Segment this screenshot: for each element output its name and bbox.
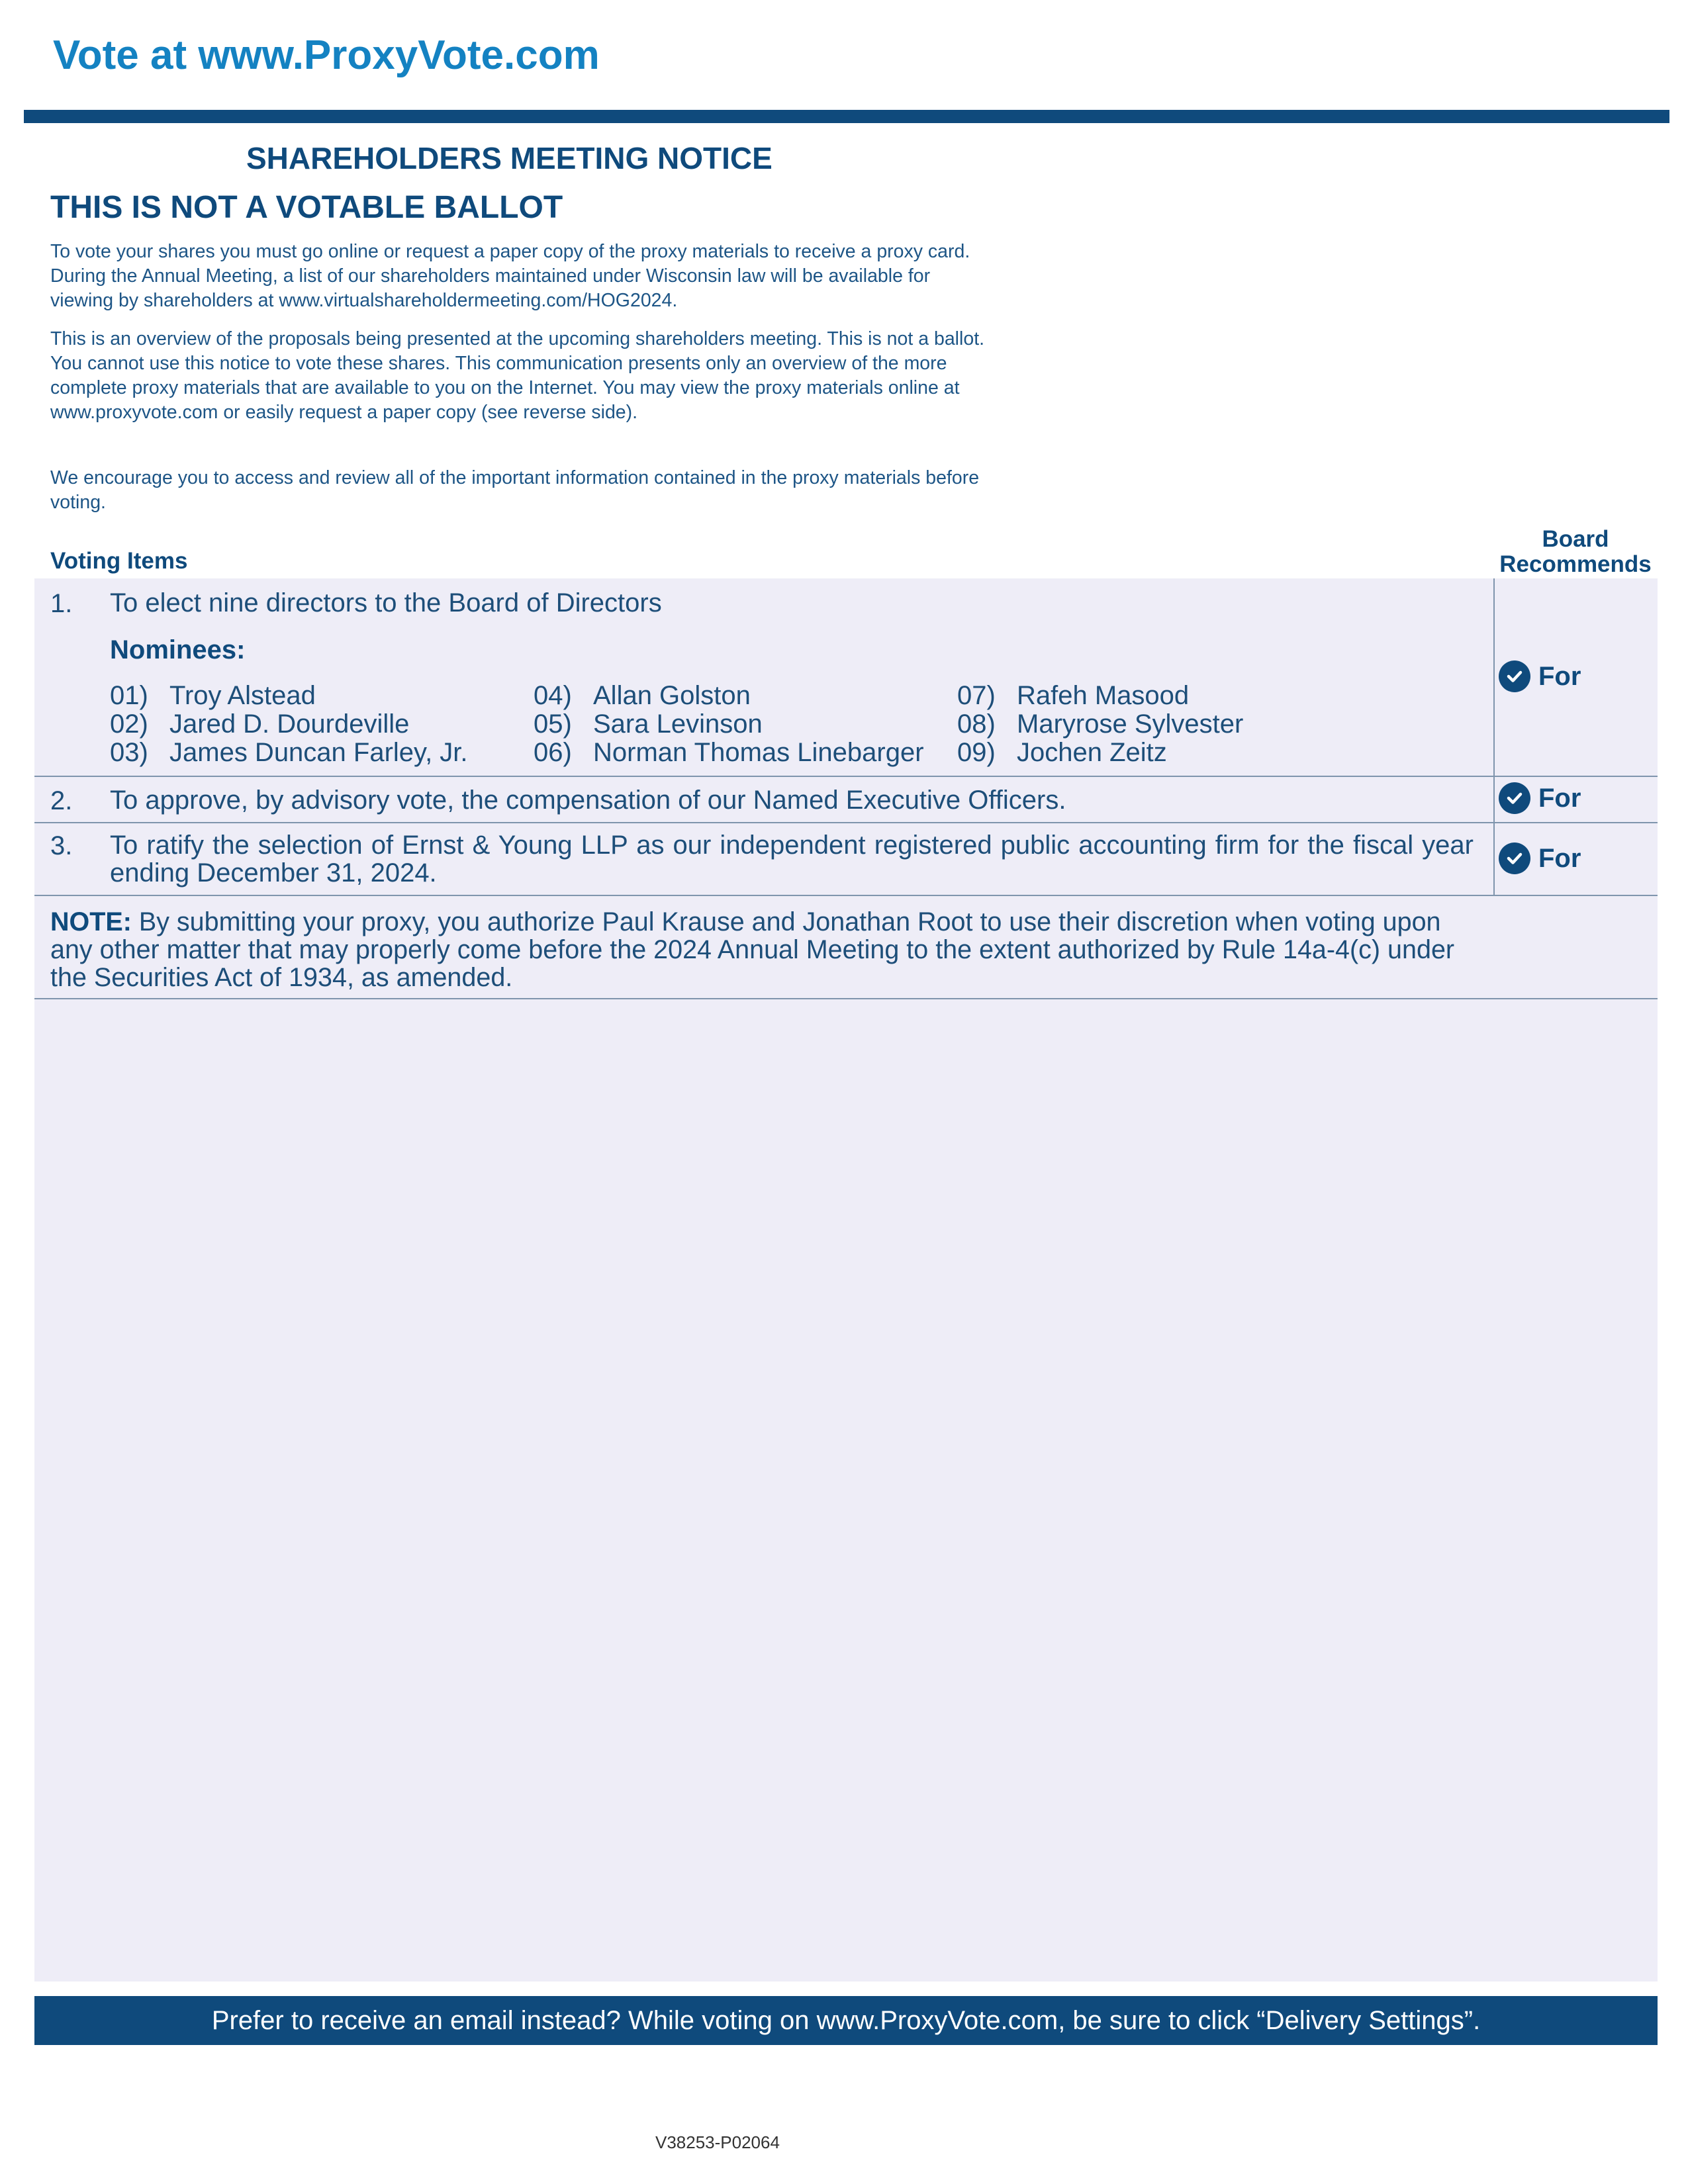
item-text: To elect nine directors to the Board of Directors (110, 588, 662, 617)
recommendation-label: For (1538, 783, 1581, 813)
nominee-name: Jochen Zeitz (1017, 738, 1167, 767)
recommendation-label: For (1538, 661, 1581, 691)
recommendation-for (1499, 782, 1581, 814)
overview-paragraph: This is an overview of the proposals being presented at the upcoming shareholders meeting. This is not a ballot. You cannot use this notice to vote these shares. This communication presents only an overview of the more complete proxy materials that are available to you on the Internet. You may view the proxy materials online at www.proxyvote.com or easily request a paper copy (see reverse side). (50, 328, 985, 423)
check-circle-icon (1499, 660, 1530, 692)
nominee-name: James Duncan Farley, Jr. (169, 738, 468, 767)
item-text: To ratify the selection of Ernst & Young LLP as our independent registered public accounting firm for the fiscal year ending December 31, 2024. (110, 831, 1474, 887)
nominee-name: Maryrose Sylvester (1017, 709, 1244, 739)
item-number: 2. (50, 786, 73, 815)
voting-items-label: Voting Items (50, 548, 188, 574)
nominee-name: Allan Golston (593, 681, 751, 710)
nominee-name: Sara Levinson (593, 709, 763, 739)
proxy-note (50, 908, 1480, 991)
nominee-column (534, 682, 944, 767)
recommendation-for (1499, 842, 1581, 874)
nominee-entry (534, 682, 944, 710)
note-text: By submitting your proxy, you authorize Paul Krause and Jonathan Root to use their discretion when voting upon any other matter that may properly come before the 2024 Annual Meeting to the extent authorized by Rule 14a-4(c) under the Securities Act of 1934, as amended. (50, 907, 1455, 992)
nominee-number: 03) (110, 738, 148, 767)
nominee-entry (957, 682, 1368, 710)
item-text: To approve, by advisory vote, the compensation of our Named Executive Officers. (110, 786, 1066, 815)
nominee-entry (957, 710, 1368, 739)
row-divider (34, 998, 1658, 999)
nominee-entry (110, 739, 507, 767)
nominee-number: 05) (534, 709, 572, 739)
row-divider (34, 822, 1658, 823)
row-divider (34, 895, 1658, 896)
proxyvote-header-title: Vote at www.ProxyVote.com (53, 32, 600, 78)
recommendation-label: For (1538, 843, 1581, 873)
notice-title: SHAREHOLDERS MEETING NOTICE (246, 141, 773, 175)
nominee-entry (110, 682, 507, 710)
item-number: 3. (50, 831, 73, 860)
nominee-number: 02) (110, 709, 148, 739)
nominee-column (110, 682, 507, 767)
nominee-name: Troy Alstead (169, 681, 316, 710)
board-recommends-label (1489, 527, 1662, 577)
nominee-entry (110, 710, 507, 739)
note-label: NOTE: (50, 907, 132, 936)
recommendation-for (1499, 660, 1581, 692)
nominee-number: 09) (957, 738, 996, 767)
delivery-settings-banner: Prefer to receive an email instead? While voting on www.ProxyVote.com, be sure to click “Delivery Settings”. (34, 1996, 1658, 2045)
check-circle-icon (1499, 842, 1530, 874)
header-divider (24, 110, 1669, 123)
nominee-entry (957, 739, 1368, 767)
board-label-line1: Board (1542, 526, 1609, 552)
nominee-number: 01) (110, 681, 148, 710)
check-circle-icon (1499, 782, 1530, 814)
nominee-number: 07) (957, 681, 996, 710)
nominee-number: 08) (957, 709, 996, 739)
intro-paragraph: To vote your shares you must go online or request a paper copy of the proxy materials to receive a proxy card. During the Annual Meeting, a list of our shareholders maintained under Wisconsin law will be available for viewing by shareholders at www.virtualshareholdermeeting.com/HOG2024. (50, 241, 970, 311)
nominee-number: 04) (534, 681, 572, 710)
nominee-entry (534, 710, 944, 739)
nominee-entry (534, 739, 944, 767)
nominee-column (957, 682, 1368, 767)
nominee-number: 06) (534, 738, 572, 767)
board-label-line2: Recommends (1499, 551, 1652, 577)
not-votable-ballot-heading: THIS IS NOT A VOTABLE BALLOT (50, 190, 563, 225)
item-number: 1. (50, 589, 73, 618)
nominee-name: Rafeh Masood (1017, 681, 1190, 710)
encourage-paragraph: We encourage you to access and review all of the important information contained in the proxy materials before voting. (50, 467, 980, 513)
nominee-name: Jared D. Dourdeville (169, 709, 410, 739)
nominees-label: Nominees: (110, 635, 246, 664)
row-divider (34, 776, 1658, 777)
nominee-name: Norman Thomas Linebarger (593, 738, 924, 767)
recommendation-column-divider (1493, 578, 1495, 895)
document-code: V38253-P02064 (655, 2132, 780, 2152)
